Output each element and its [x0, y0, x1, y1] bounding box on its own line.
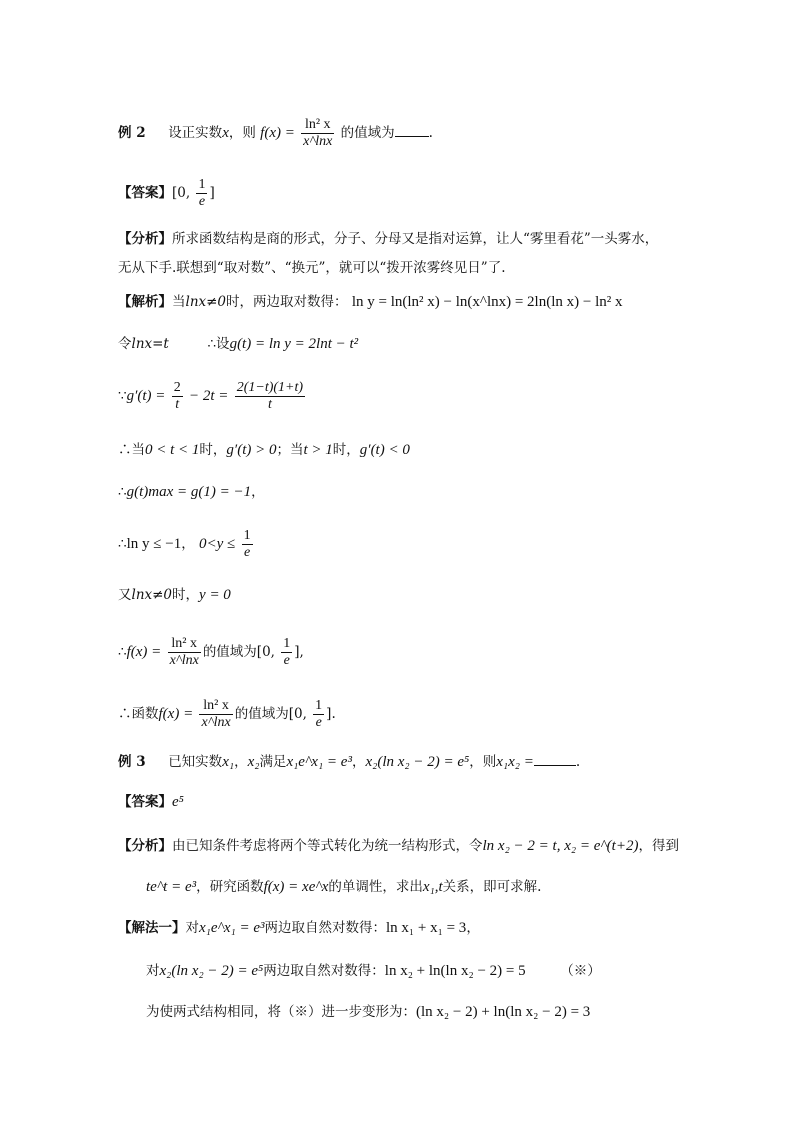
- derivative-line: ∵g′(t) = $\frac{2}{t}$ − 2t = $\frac{2(1-t)(1+t)}{t}$: [118, 380, 304, 413]
- solution-label: 【解析】: [118, 294, 172, 310]
- example-3-question: 例 3 已知实数x₁，x₂满足x₁e^x₁ = e³，x₂(ln x₂ − 2) = e⁵，则x₁x₂ = .: [118, 754, 581, 770]
- function-expression: f(x) =: [260, 125, 295, 142]
- method-1-line-1: 【解法一】对x₁e^x₁ = e³两边取自然对数得：ln x₁ + x₁ = 3，: [118, 920, 480, 936]
- g-definition: g(t) = ln y = 2lnt − t²: [229, 336, 359, 352]
- answer-blank: [534, 765, 576, 766]
- monotonicity-line: ∴当0 < t < 1时，g′(t) > 0；当t > 1时，g′(t) < 0: [118, 442, 410, 458]
- example-3-answer: 【答案】e⁵: [118, 794, 184, 810]
- substitution-line: 令lnx=t ∴设g(t) = ln y = 2lnt − t²: [118, 336, 359, 352]
- answer-fraction: $\frac{1}{e}$: [198, 177, 206, 210]
- conclusion-line-2: ∴函数f(x) = $\frac{\text{ln² x}}{x\^{}\ln x}$ 的值域为[0, $\frac{1}{e}$ ].: [118, 698, 336, 731]
- example-2-analysis-line-2: 无从下手.联想到“取对数”、“换元”，就可以“拨开浓雾终见日”了.: [118, 260, 506, 276]
- question-text: 设正实数: [168, 125, 223, 142]
- method-1-line-2: 对x₂(ln x₂ − 2) = e⁵两边取自然对数得：ln x₂ + ln(ln x₂ − 2) = 5 （※）: [146, 963, 601, 979]
- range-line: ∴ln y ≤ −1， 0<y ≤ $\frac{1}{e}$: [118, 528, 251, 561]
- example-2-question: 例 2 设正实数x，则 f(x) = $\frac{\text{ln² x}}{x\^{}\ln x}$ 的值域为 .: [118, 117, 433, 150]
- answer-label: 【答案】: [118, 794, 172, 810]
- example-3-label: 例 3: [118, 754, 146, 770]
- answer-blank: [395, 136, 429, 137]
- method-1-label: 【解法一】: [118, 920, 186, 936]
- example-2-label: 例 2: [118, 125, 146, 142]
- log-equation: ln y = ln(ln² x) − ln(x^lnx) = 2ln(ln x) − ln² x: [351, 294, 623, 310]
- analysis-label: 【分析】: [118, 231, 172, 247]
- conclusion-line-1: ∴f(x) = $\frac{\text{ln² x}}{x\^{}\ln x}$ 的值域为[0, $\frac{1}{e}$ ],: [118, 636, 304, 669]
- method-1-line-3: 为使两式结构相同，将（※）进一步变形为：(ln x₂ − 2) + ln(ln x₂ − 2) = 3: [146, 1004, 591, 1020]
- equation-marker: （※）: [560, 963, 601, 979]
- zero-case-line: 又lnx≠0时，y = 0: [118, 587, 231, 603]
- example-2-analysis-line-1: 【分析】所求函数结构是商的形式，分子、分母又是指对运算，让人“雾里看花”一头雾水，: [118, 231, 659, 247]
- function-fraction: $\frac{\text{ln² x}}{x\^{}\ln x}$: [303, 117, 333, 150]
- example-3-analysis-line-2: te^t = e³，研究函数f(x) = xe^x的单调性，求出x₁,t关系，即可求解.: [146, 879, 542, 895]
- example-2-solution-line: 【解析】当lnx≠0时，两边取对数得： ln y = ln(ln² x) − ln(x^lnx) = 2ln(ln x) − ln² x: [118, 294, 623, 310]
- maximum-line: ∴g(t)max = g(1) = −1，: [118, 484, 265, 500]
- analysis-label: 【分析】: [118, 838, 172, 854]
- answer-label: 【答案】: [118, 185, 172, 202]
- example-3-analysis-line-1: 【分析】由已知条件考虑将两个等式转化为统一结构形式，令ln x₂ − 2 = t, x₂ = e^(t+2)，得到: [118, 838, 679, 854]
- example-2-answer: 【答案】[0, $\frac{1}{e}$ ]: [118, 177, 215, 210]
